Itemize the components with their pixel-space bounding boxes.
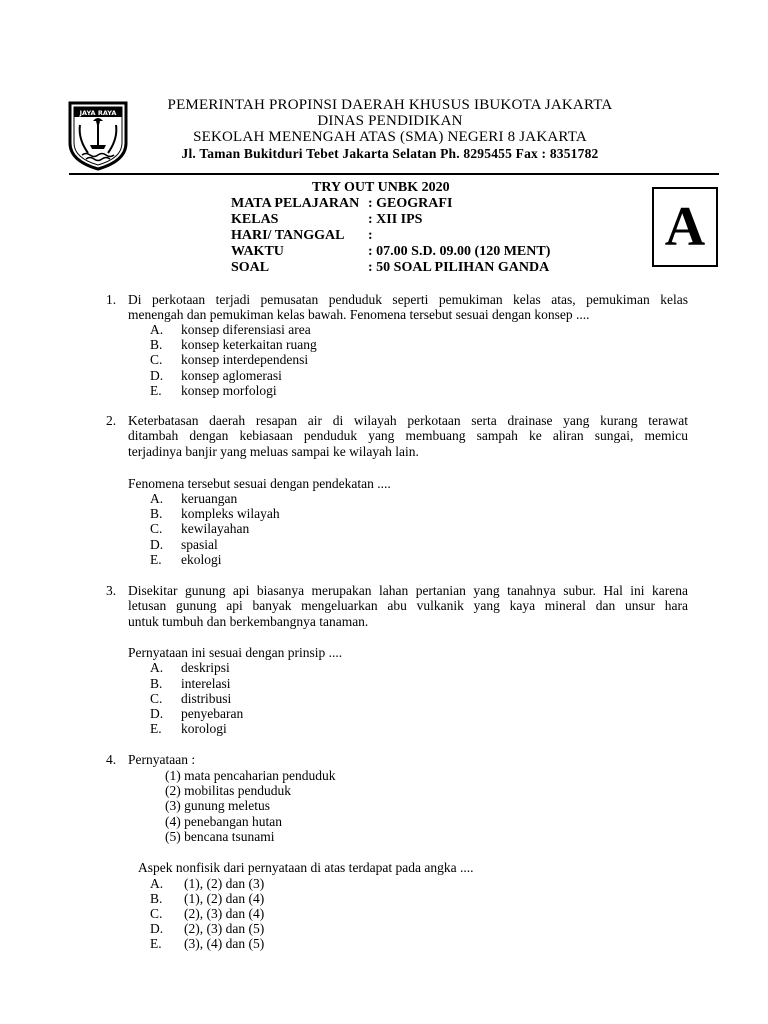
- option-text: (2), (3) dan (4): [184, 906, 265, 921]
- option-letter: B.: [150, 676, 163, 691]
- option-letter: B.: [150, 891, 163, 906]
- option-letter: E.: [150, 552, 162, 567]
- option-letter: A.: [150, 660, 164, 675]
- option-letter: E.: [150, 936, 162, 951]
- option-letter: A.: [150, 322, 164, 337]
- option-letter: D.: [150, 706, 164, 721]
- exam-info-value: : XII IPS: [368, 212, 423, 227]
- question-prompt: Fenomena tersebut sesuai dengan pendekatan ....: [128, 476, 391, 491]
- exam-version-box: [652, 187, 718, 267]
- statement-item: (1) mata pencaharian penduduk: [165, 768, 336, 783]
- option-text: spasial: [181, 537, 218, 552]
- option-letter: C.: [150, 691, 163, 706]
- svg-text:JAYA RAYA: JAYA RAYA: [79, 109, 117, 117]
- option-text: kompleks wilayah: [181, 506, 280, 521]
- question-text-line: Disekitar gunung api biasanya merupakan lahan pertanian yang tanahnya subur. Hal ini karena: [128, 583, 688, 598]
- exam-info-label: MATA PELAJARAN: [231, 196, 360, 211]
- exam-info-value: : 07.00 S.D. 09.00 (120 MENT): [368, 244, 551, 259]
- option-letter: A.: [150, 876, 164, 891]
- option-letter: C.: [150, 521, 163, 536]
- jakarta-crest-logo: [66, 99, 130, 171]
- option-letter: D.: [150, 921, 164, 936]
- statement-item: (4) penebangan hutan: [165, 814, 282, 829]
- question-number: 2.: [106, 413, 117, 428]
- option-text: distribusi: [181, 691, 232, 706]
- header-government: PEMERINTAH PROPINSI DAERAH KHUSUS IBUKOTA JAKARTA: [167, 97, 613, 113]
- question-text-line: ditambah dengan kebiasaan penduduk yang membuang sampah ke aliran sungai, memicu: [128, 428, 688, 443]
- option-text: konsep diferensiasi area: [181, 322, 311, 337]
- option-letter: D.: [150, 368, 164, 383]
- option-text: deskripsi: [181, 660, 230, 675]
- question-prompt: Pernyataan ini sesuai dengan prinsip ....: [128, 645, 343, 660]
- question-number: 4.: [106, 752, 117, 767]
- question-text-line: letusan gunung api banyak mengeluarkan abu vulkanik yang kaya mineral dan unsur hara: [128, 598, 688, 613]
- question-text-line: untuk tumbuh dan berkembangnya tanaman.: [128, 614, 369, 629]
- statement-item: (2) mobilitas penduduk: [165, 783, 291, 798]
- header-school-name: SEKOLAH MENENGAH ATAS (SMA) NEGERI 8 JAKARTA: [193, 129, 587, 145]
- exam-version-letter: A: [664, 196, 706, 258]
- option-text: keruangan: [181, 491, 238, 506]
- letterhead: [0, 0, 768, 180]
- option-text: (1), (2) dan (4): [184, 891, 265, 906]
- exam-info-value: : 50 SOAL PILIHAN GANDA: [368, 260, 550, 275]
- exam-info-label: KELAS: [231, 212, 279, 227]
- question-text-line: Pernyataan :: [128, 752, 196, 767]
- exam-info-label: SOAL: [231, 260, 270, 275]
- option-text: konsep morfologi: [181, 383, 277, 398]
- exam-info-value: :: [368, 228, 373, 243]
- question-text-line: menengah dan pemukiman kelas bawah. Fenomena tersebut sesuai dengan konsep ....: [128, 307, 590, 322]
- option-text: (3), (4) dan (5): [184, 936, 265, 951]
- option-text: konsep keterkaitan ruang: [181, 337, 317, 352]
- option-text: konsep aglomerasi: [181, 368, 282, 383]
- option-text: korologi: [181, 721, 227, 736]
- option-letter: E.: [150, 721, 162, 736]
- header-department: DINAS PENDIDIKAN: [317, 113, 463, 129]
- question-text-line: Di perkotaan terjadi pemusatan penduduk seperti pemukiman kelas atas, pemukiman kelas: [128, 292, 688, 307]
- option-letter: C.: [150, 906, 163, 921]
- exam-info-label: WAKTU: [231, 244, 284, 259]
- option-text: (2), (3) dan (5): [184, 921, 265, 936]
- option-text: konsep interdependensi: [181, 352, 309, 367]
- option-text: penyebaran: [181, 706, 244, 721]
- header-divider: [69, 173, 719, 175]
- option-text: (1), (2) dan (3): [184, 876, 265, 891]
- exam-info-value: : GEOGRAFI: [368, 196, 453, 211]
- option-text: ekologi: [181, 552, 222, 567]
- exam-info-label: HARI/ TANGGAL: [231, 228, 345, 243]
- question-text-line: Keterbatasan daerah resapan air di wilayah perkotaan serta drainase yang kurang terawat: [128, 413, 688, 428]
- option-letter: C.: [150, 352, 163, 367]
- option-letter: E.: [150, 383, 162, 398]
- question-prompt: Aspek nonfisik dari pernyataan di atas terdapat pada angka ....: [138, 860, 474, 875]
- question-text-line: terjadinya banjir yang meluas sampai ke wilayah lain.: [128, 444, 419, 459]
- option-letter: A.: [150, 491, 164, 506]
- statement-item: (5) bencana tsunami: [165, 829, 275, 844]
- header-address: Jl. Taman Bukitduri Tebet Jakarta Selatan Ph. 8295455 Fax : 8351782: [181, 146, 599, 161]
- question-number: 1.: [106, 292, 117, 307]
- question-number: 3.: [106, 583, 117, 598]
- option-letter: D.: [150, 537, 164, 552]
- option-letter: B.: [150, 337, 163, 352]
- option-text: interelasi: [181, 676, 231, 691]
- option-letter: B.: [150, 506, 163, 521]
- statement-item: (3) gunung meletus: [165, 798, 270, 813]
- exam-title: TRY OUT UNBK 2020: [312, 180, 450, 195]
- option-text: kewilayahan: [181, 521, 250, 536]
